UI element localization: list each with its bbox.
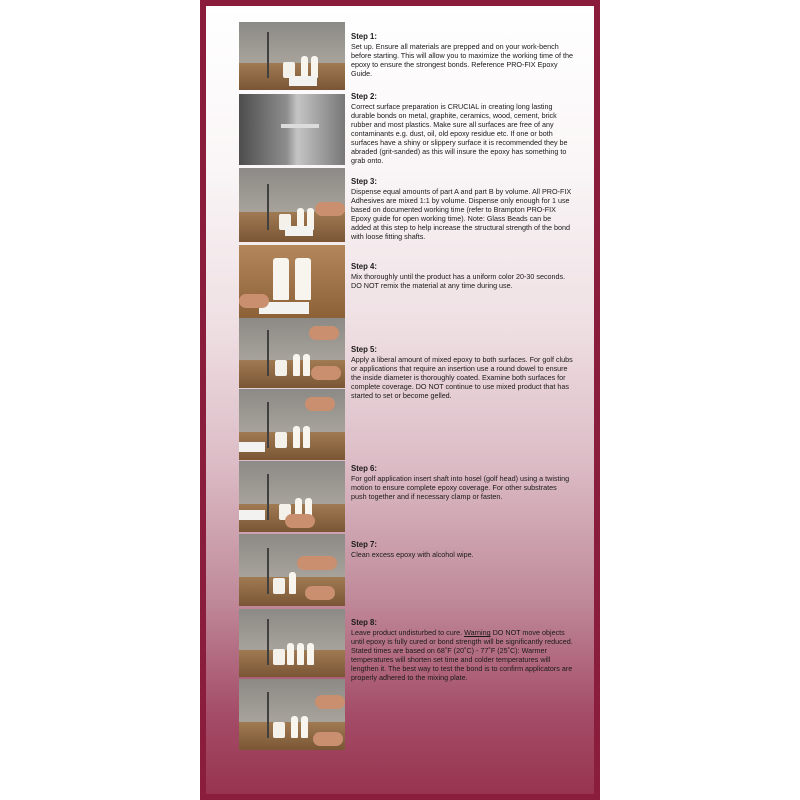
step-4: [351, 262, 573, 290]
step-1-title: Step 1:: [351, 32, 377, 41]
step-7-text: Clean excess epoxy with alcohol wipe.: [351, 550, 474, 559]
step-6-photo: [239, 461, 345, 532]
step-3-photo: [239, 168, 345, 242]
step-6-title: Step 6:: [351, 464, 377, 473]
step-2-text: Correct surface preparation is CRUCIAL in creating long lasting durable bonds on metal, graphite, ceramics, wood, cement, brick rubber and most plastics. Make sure all surfaces are free of any contaminants e.g. dust, oil, old epoxy residue etc. If one or both surfaces have a shiny or slippery surface it is recommended they be abraded (grit-sanded) as this will insure the epoxy has something to grab onto.: [351, 102, 568, 165]
step-3: [351, 177, 573, 241]
step-4-text: Mix thoroughly until the product has a uniform color 20-30 seconds. DO NOT remix the material at any time during use.: [351, 272, 566, 290]
step-1-photo: [239, 22, 345, 90]
step-4-photo: [239, 245, 345, 318]
step-5-text: Apply a liberal amount of mixed epoxy to both surfaces. For golf clubs or applications that require an insertion use a round dowel to ensure the inside diameter is thoroughly coated. Examine both surfaces for complete coverage. DO NOT continue to use mixed product that has started to set or become gelled.: [351, 355, 573, 400]
step-8-photo-b: [239, 679, 345, 750]
step-8-warning: Warning: [464, 628, 491, 637]
step-7-title: Step 7:: [351, 540, 377, 549]
step-8-text-before: Leave product undisturbed to cure.: [351, 628, 463, 637]
step-5: [351, 345, 573, 400]
step-7-photo: [239, 534, 345, 606]
step-5-photo-b: [239, 389, 345, 460]
step-1-text: Set up. Ensure all materials are prepped and on your work-bench before starting. This will allow you to maximize the working time of the epoxy to ensure the strongest bonds. Reference PRO-FIX Epoxy Guide.: [351, 42, 573, 78]
step-8: [351, 618, 573, 682]
step-3-title: Step 3:: [351, 177, 377, 186]
step-5-title: Step 5:: [351, 345, 377, 354]
step-8-text-after: DO NOT move objects until epoxy is fully cured or bond strength will be significantly reduced. Stated times are based on 68˚F (20˚C) - 77˚F (25˚C): Warmer temperatures will shorten set time and colder temperatures will lengthen it. The best way to test the bond is to confirm applicators are properly adhered to the mixing plate.: [351, 628, 573, 682]
step-6-text: For golf application insert shaft into hosel (golf head) using a twisting motion to ensure complete epoxy coverage. For other substrates push together and if necessary clamp or fasten.: [351, 474, 570, 501]
step-1: [351, 32, 573, 78]
step-6: [351, 464, 573, 501]
step-2-title: Step 2:: [351, 92, 377, 101]
step-2-photo: [239, 94, 345, 165]
step-2: [351, 92, 573, 165]
step-7: [351, 540, 573, 559]
step-8-title: Step 8:: [351, 618, 377, 627]
step-4-title: Step 4:: [351, 262, 377, 271]
step-3-text: Dispense equal amounts of part A and part B by volume. All PRO-FIX Adhesives are mixed 1:1 by volume. Dispense only enough for 1 use based on documented working time (refer to Brampton PRO-FIX Epoxy guide for open working time). Note: Glass Beads can be added at this step to help increase the structural strength of the bond with loose fitting shafts.: [351, 187, 572, 241]
step-8-photo-a: [239, 609, 345, 677]
step-5-photo-a: [239, 318, 345, 388]
